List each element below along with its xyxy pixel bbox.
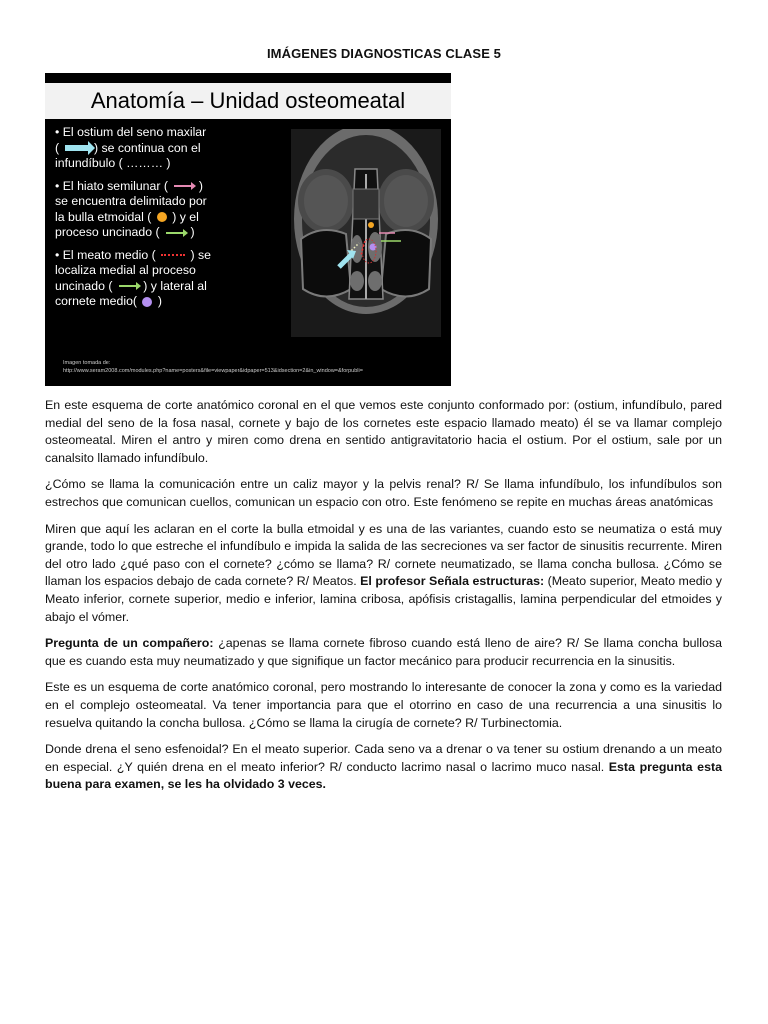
paragraph-2: ¿Cómo se llama la comunicación entre un caliz mayor y la pelvis renal? R/ Se llama infundíbulo, los infundíbulos son estrechos que comunican cuellos, comunican un espacio con otro. Este fenómeno se repite en muchas áreas anatómicas <box>45 477 722 509</box>
bullet-meato-line3 <box>55 279 285 295</box>
bullet-meato-line1-start: • El meato medio ( <box>55 247 156 262</box>
paragraph-3-text: Miren que aquí les aclaran en el corte la bulla etmoidal y es una de las variantes, cuando esto se neumatiza o está muy grande, todo lo que estreche el infundíbulo e impida la salida de las secreciones va ser factor de sinusitis recurrente. Miren del otro lado ¿qué paso con el cornete? ¿cómo se llama? R/ cornete neumatizado, se llama concha bullosa. ¿Cómo se llaman los espacios debajo de cada cornete? R/ Meatos. <box>45 521 722 589</box>
bullet-ostium-line2-start: ( <box>55 140 60 155</box>
bullet-hiato-line4 <box>55 225 285 241</box>
cyan-arrow-icon <box>65 145 89 151</box>
document-title: IMÁGENES DIAGNOSTICAS CLASE 5 <box>266 46 502 61</box>
red-dotted-line-icon <box>161 254 185 256</box>
green-arrow-icon <box>119 285 137 287</box>
pink-arrow-icon <box>174 185 192 187</box>
paragraph-4-text: ¿apenas se llama cornete fibroso cuando está lleno de aire? R/ Se llama concha bullosa que es cuando esta muy neumatizado y que signifique un factor mecánico para producir recurrencia en la sinusitis. <box>45 636 722 668</box>
paragraph-4 <box>45 635 722 670</box>
bullet-ostium-line3: infundíbulo ( ……… ) <box>55 156 171 170</box>
paragraph-1: En este esquema de corte anatómico coronal en el que vemos este conjunto conformado por: (ostium, infundíbulo, pared medial del seno de la fosa nasal, cornete y bajo de los cornetes este espacio llamado meato) él se va llamar complejo osteomeatal. Miren el antro y miren como drena en sentido antigravitatorio hacia el ostium. Por el ostium, sale por un canalsito llamado infundíbulo. <box>45 398 722 465</box>
bullet-hiato-line1-start: • El hiato semilunar ( <box>55 178 168 193</box>
paragraph-6-text: Donde drena el seno esfenoidal? En el meato superior. Cada seno va a drenar o va tener su ostium drenando a un meato en especial. ¿Y quién drena en el meato inferior? R/ conducto lacrimo nasal o lacrimo muco nasal. <box>45 742 722 774</box>
orange-dot-icon <box>157 212 167 222</box>
bullet-meato <box>55 248 285 310</box>
bullet-hiato-line3-start: la bulla etmoidal ( <box>55 209 152 224</box>
paragraph-3-list: (Meato superior, Meato medio y Meato inferior, cornete superior, medio e inferior, lamina cribosa, apófisis cristagallis, lamina perpendicular del etmoides y abajo el vómer. <box>45 574 722 624</box>
paragraph-6 <box>45 741 722 794</box>
bullet-ostium-line2 <box>55 141 285 157</box>
image-credit-label: Imagen tomada de: <box>63 360 111 366</box>
green-arrow-icon <box>166 232 184 234</box>
document-body <box>45 397 722 803</box>
bullet-hiato-line4-start: proceso uncinado ( <box>55 225 160 239</box>
bullet-ostium-line2-end: ) se continua con el <box>93 140 201 155</box>
bullet-ostium-line1: • El ostium del seno maxilar <box>55 125 207 139</box>
anatomy-slide-image <box>45 73 451 386</box>
bullet-hiato <box>55 179 285 241</box>
paragraph-4-bold: Pregunta de un compañero: <box>45 636 214 651</box>
paragraph-3-bold: El profesor Señala estructuras: <box>360 574 545 589</box>
bullet-meato-line4-end: ) <box>157 294 162 308</box>
bullet-hiato-line3 <box>55 210 285 226</box>
bullet-meato-line3-end: ) y lateral al <box>143 278 207 293</box>
purple-dot-icon <box>142 297 152 307</box>
bullet-ostium <box>55 125 285 172</box>
bullet-meato-line4 <box>55 294 285 310</box>
bullet-hiato-line4-end: ) <box>190 225 195 239</box>
paragraph-6-bold: Esta pregunta esta buena para examen, se les ha olvidado 3 veces. <box>45 759 722 792</box>
bullet-meato-line3-start: uncinado ( <box>55 278 113 293</box>
bullet-hiato-line1-end: ) <box>198 178 203 193</box>
bullet-meato-line2: localiza medial al proceso <box>55 263 196 277</box>
bullet-meato-line1 <box>55 248 285 264</box>
ct-scan-image <box>291 129 441 337</box>
paragraph-3 <box>45 521 722 627</box>
bullet-meato-line1-end: ) se <box>190 247 212 262</box>
paragraph-5: Este es un esquema de corte anatómico coronal, pero mostrando lo interesante de conocer la zona y como es la variedad en el complejo osteomeatal. Va tener importancia para que el otorrino en caso de una recurrencia a una sinusitis lo resuelva quitando la concha bullosa. ¿Cómo se llama la cirugía de cornete? R/ Turbinectomia. <box>45 680 722 730</box>
bullet-meato-line4-start: cornete medio( <box>55 294 138 308</box>
image-credit-url: http://www.seram2008.com/modules.php?name=posters&file=viewpaper&idpaper=513&idsection=2&in_window=&forpubli= <box>63 368 363 374</box>
image-credit <box>63 359 363 375</box>
slide-bullets <box>55 125 285 317</box>
bullet-hiato-line2: se encuentra delimitado por <box>55 194 207 208</box>
bullet-hiato-line3-end: ) y el <box>172 209 199 224</box>
bullet-hiato-line1 <box>55 179 285 195</box>
slide-title: Anatomía – Unidad osteomeatal <box>45 83 451 119</box>
